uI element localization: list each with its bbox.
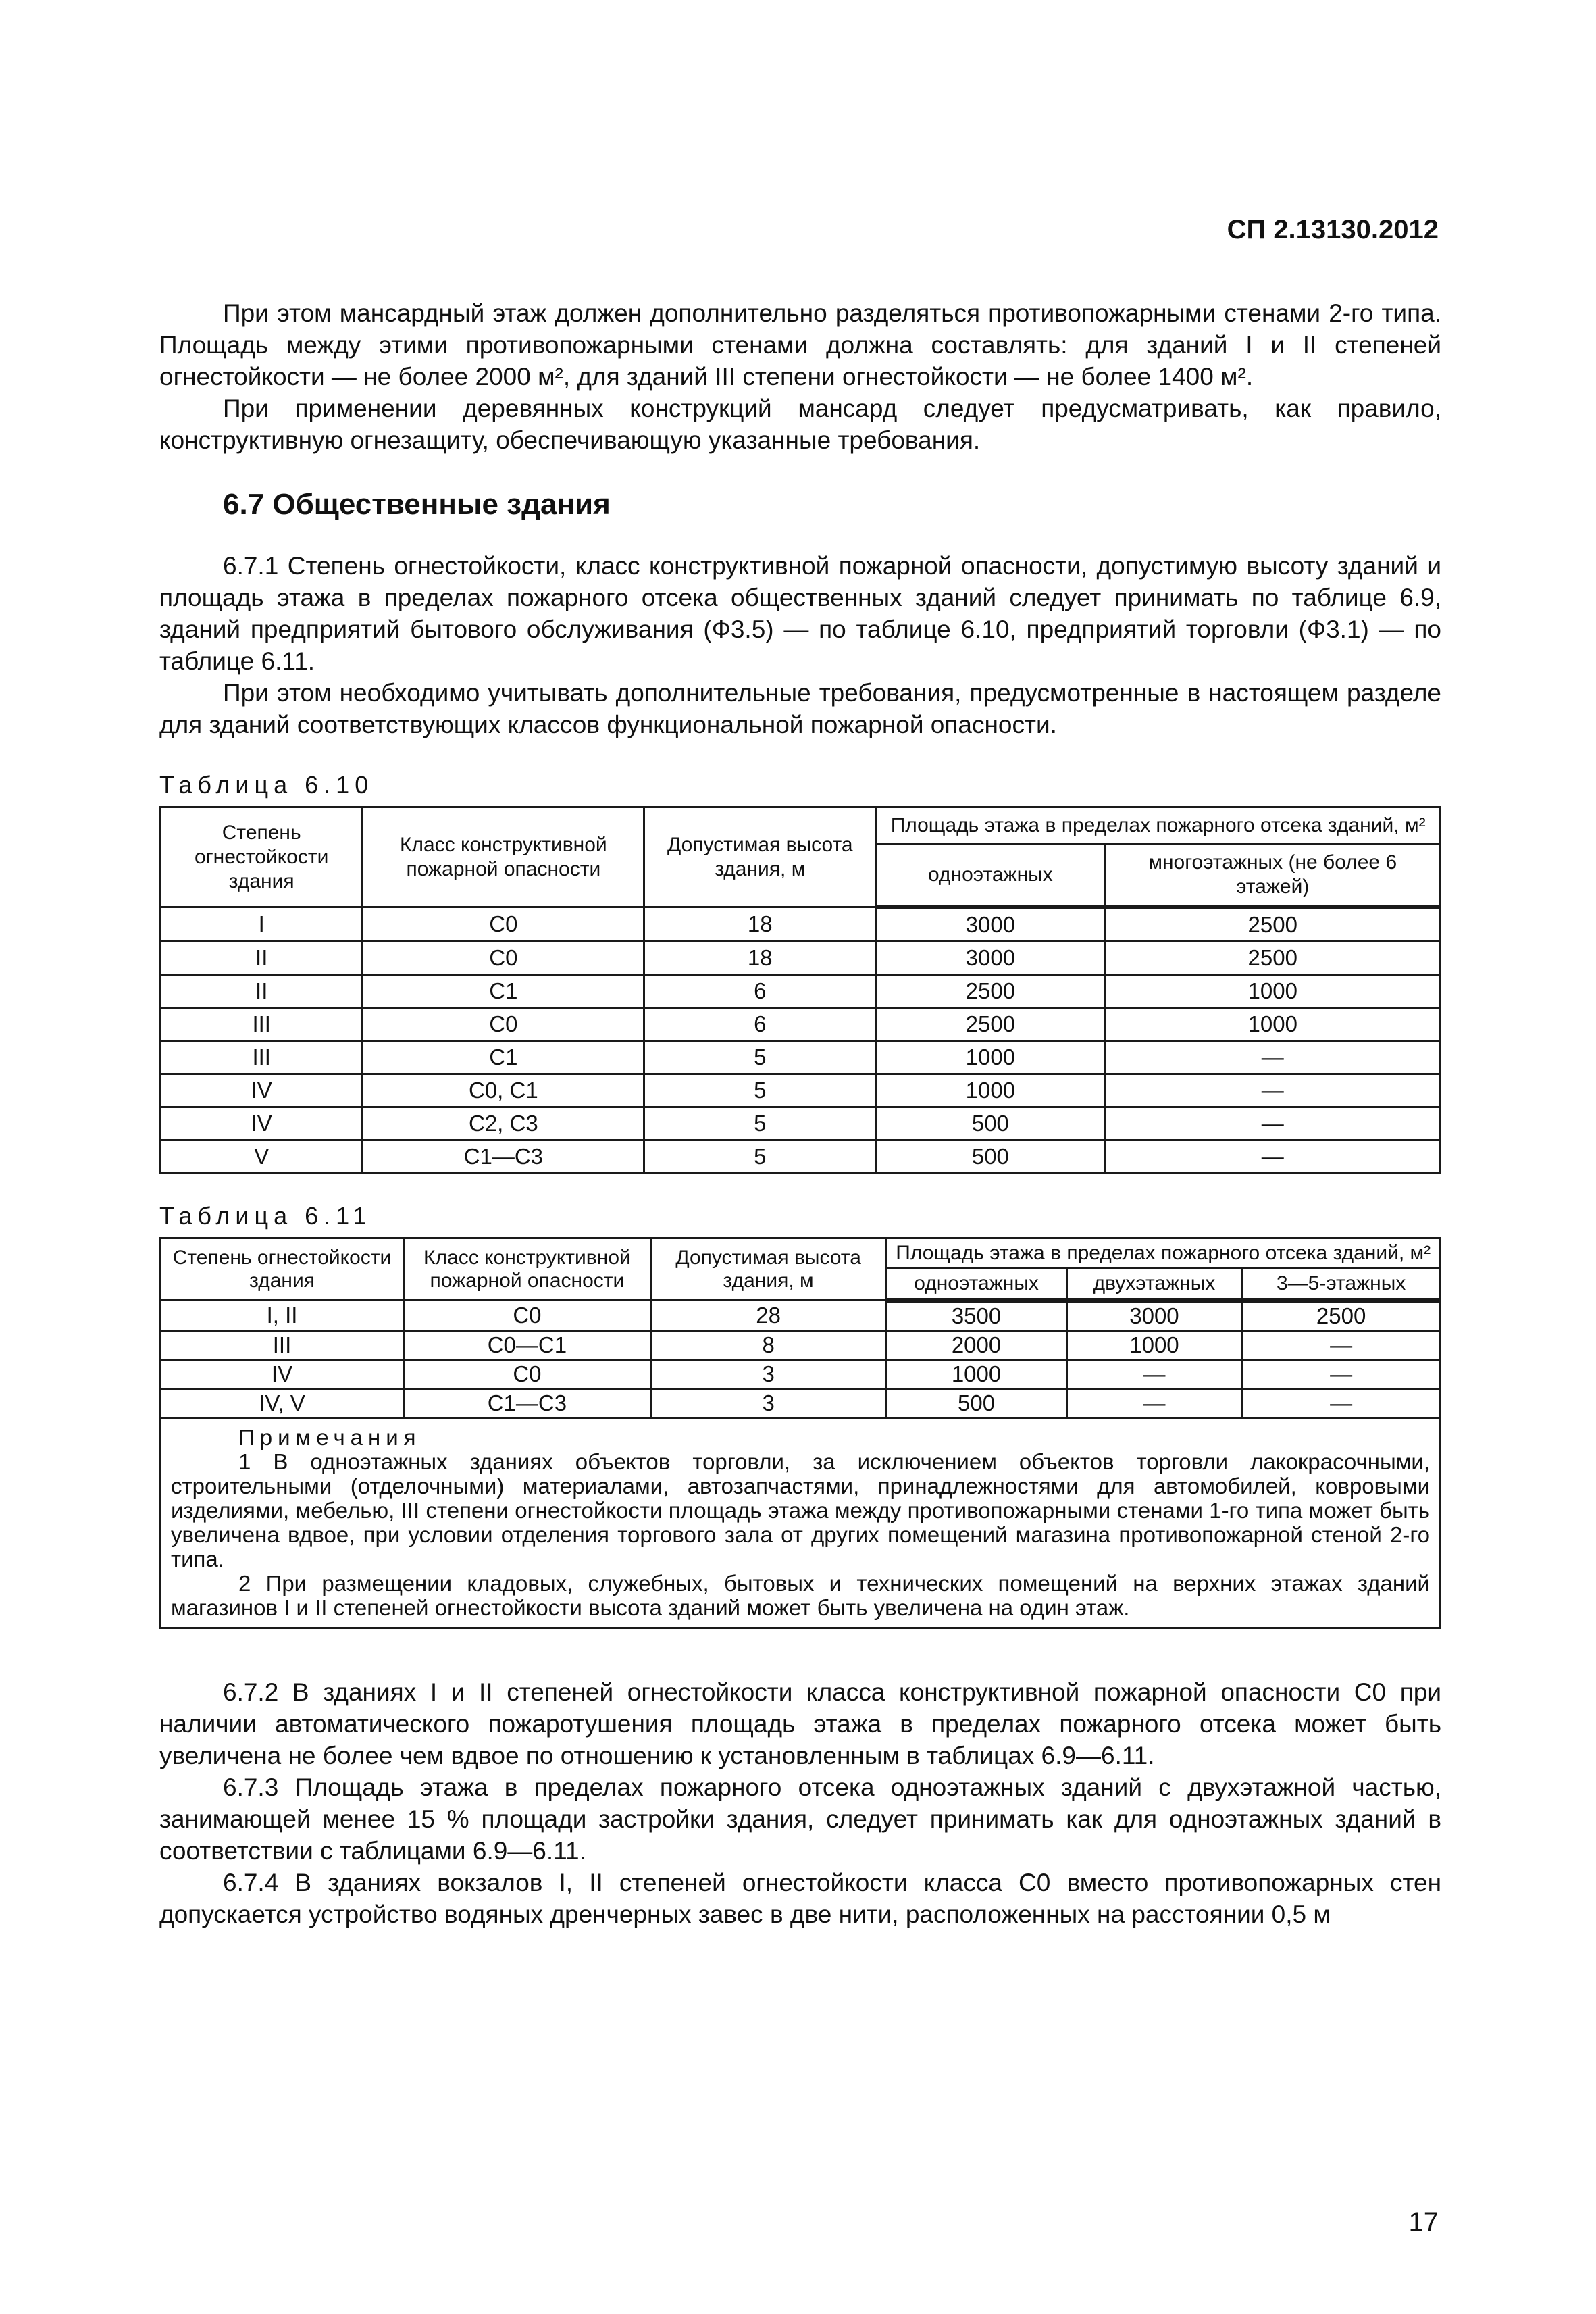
table-cell: IV, V — [161, 1389, 404, 1418]
header-three-five: 3—5-этажных — [1242, 1269, 1441, 1301]
paragraph: При этом необходимо учитывать дополнительные требования, предусмотренные в настоящем разделе для зданий соответствующих классов функциональной пожарной опасности. — [159, 679, 1441, 738]
table-cell: С0 — [363, 907, 644, 942]
table-cell: 2000 — [886, 1331, 1066, 1360]
table-cell: 1000 — [1105, 1008, 1441, 1041]
table-body — [161, 1301, 1441, 1418]
table-cell: 18 — [644, 907, 876, 942]
header-degree: Степень огнестойкости здания — [161, 807, 363, 907]
paragraph: При этом мансардный этаж должен дополнительно разделяться противопожарными стенами 2-го типа. Площадь между этими противопожарными стенами должна составлять: для зданий I и II степеней огнестойкости — не более 2000 м², для зданий III степени огнестойкости — не более 1400 м². — [159, 299, 1441, 391]
table-cell: III — [161, 1331, 404, 1360]
table-cell: С0, С1 — [363, 1074, 644, 1107]
table-cell: IV — [161, 1074, 363, 1107]
table-cell: 500 — [876, 1140, 1105, 1174]
table-cell: 500 — [876, 1107, 1105, 1140]
note: 2 При размещении кладовых, служебных, бытовых и технических помещений на верхних этажах зданий магазинов I и II степеней огнестойкости высота зданий может быть увеличена на один этаж. — [171, 1571, 1430, 1620]
table-cell: С0 — [363, 1008, 644, 1041]
paragraph: При применении деревянных конструкций мансард следует предусматривать, как правило, конструктивную огнезащиту, обеспечивающую указанные требования. — [159, 395, 1441, 454]
table-cell: 3000 — [1066, 1301, 1242, 1331]
table-cell: 3500 — [886, 1301, 1066, 1331]
paragraph: 6.7.2 В зданиях I и II степеней огнестойкости класса конструктивной пожарной опасности С0 при наличии автоматического пожаротушения площадь этажа в пределах пожарного отсека может быть увеличена не более чем вдвое по отношению к установленным в таблицах 6.9—6.11. — [159, 1678, 1441, 1769]
table-cell: 3 — [650, 1360, 886, 1389]
header-single: одноэтажных — [886, 1269, 1066, 1301]
doc-code: СП 2.13130.2012 — [1227, 215, 1439, 245]
table-cell: 2500 — [876, 1008, 1105, 1041]
table-cell: 6 — [644, 1008, 876, 1041]
section-title: 6.7 Общественные здания — [223, 488, 611, 521]
table-row — [161, 1301, 1441, 1331]
table-row — [161, 1041, 1441, 1074]
document-body — [159, 297, 1441, 1930]
table-caption-6-10: Таблица 6.10 — [159, 771, 374, 799]
table-row — [161, 1360, 1441, 1389]
table-cell: — — [1242, 1360, 1441, 1389]
paragraph: 6.7.4 В зданиях вокзалов I, II степеней огнестойкости класса С0 вместо противопожарных стен допускается устройство водяных дренчерных завес в две нити, расположенных на расстоянии 0,5 м — [159, 1869, 1441, 1928]
table-cell: 5 — [644, 1140, 876, 1174]
table-cell: 2500 — [1105, 942, 1441, 975]
table-row — [161, 907, 1441, 942]
table-cell: — — [1066, 1360, 1242, 1389]
table-cell: IV — [161, 1360, 404, 1389]
table-cell: С0—С1 — [404, 1331, 651, 1360]
table-notes — [161, 1418, 1441, 1628]
table-row — [161, 1107, 1441, 1140]
table-cell: — — [1242, 1389, 1441, 1418]
header-class: Класс конструктивной пожарной опасности — [404, 1238, 651, 1301]
table-cell: С1 — [363, 975, 644, 1008]
paragraph: 6.7.3 Площадь этажа в пределах пожарного отсека одноэтажных зданий с двухэтажной частью, занимающей менее 15 % площади застройки здания, следует принимать как для одноэтажных зданий в соответствии с таблицами 6.9—6.11. — [159, 1774, 1441, 1865]
table-row — [161, 942, 1441, 975]
table-cell: III — [161, 1041, 363, 1074]
table-cell: — — [1105, 1107, 1441, 1140]
table-row — [161, 1008, 1441, 1041]
header-area: Площадь этажа в пределах пожарного отсека зданий, м² — [876, 807, 1441, 845]
header-height: Допустимая высота здания, м — [644, 807, 876, 907]
note: 1 В одноэтажных зданиях объектов торговли, за исключением объектов торговли лакокрасочными, строительными (отделочными) материалами, автозапчастями, принадлежностями для автомобилей, ковровыми изделиями, мебелью, III степени огнестойкости площадь этажа между противопожарными стенами 1-го типа может быть увеличена вдвое, при условии отделения торгового зала от других помещений магазина противопожарной стеной 2-го типа. — [171, 1449, 1430, 1571]
table-cell: — — [1242, 1331, 1441, 1360]
table-cell: — — [1105, 1041, 1441, 1074]
table-cell: IV — [161, 1107, 363, 1140]
table-cell: С1—С3 — [404, 1389, 651, 1418]
header-two: двухэтажных — [1066, 1269, 1242, 1301]
header-multi: многоэтажных (не более 6 этажей) — [1105, 845, 1441, 907]
table-cell: I — [161, 907, 363, 942]
table-row — [161, 975, 1441, 1008]
table-cell: С0 — [363, 942, 644, 975]
table-cell: 2500 — [876, 975, 1105, 1008]
header-class: Класс конструктивной пожарной опасности — [363, 807, 644, 907]
table-cell: 1000 — [876, 1074, 1105, 1107]
table-cell: 3000 — [876, 907, 1105, 942]
table-row — [161, 1074, 1441, 1107]
table-6-10 — [159, 806, 1441, 1174]
table-cell: 28 — [650, 1301, 886, 1331]
table-cell: I, II — [161, 1301, 404, 1331]
page-number: 17 — [1408, 2207, 1439, 2237]
table-cell: — — [1105, 1140, 1441, 1174]
table-cell: С0 — [404, 1301, 651, 1331]
table-cell: III — [161, 1008, 363, 1041]
table-cell: 500 — [886, 1389, 1066, 1418]
table-cell: 1000 — [876, 1041, 1105, 1074]
table-cell: 1000 — [1105, 975, 1441, 1008]
table-row — [161, 1140, 1441, 1174]
header-degree: Степень огнестойкости здания — [161, 1238, 404, 1301]
table-cell: 1000 — [1066, 1331, 1242, 1360]
table-cell: II — [161, 975, 363, 1008]
paragraph: 6.7.1 Степень огнестойкости, класс конструктивной пожарной опасности, допустимую высоту зданий и площадь этажа в пределах пожарного отсека общественных зданий следует принимать по таблице 6.9, зданий предприятий бытового обслуживания (Ф3.5) — по таблице 6.10, предприятий торговли (Ф3.1) — по таблице 6.11. — [159, 552, 1441, 675]
table-cell: — — [1105, 1074, 1441, 1107]
header-area: Площадь этажа в пределах пожарного отсека зданий, м² — [886, 1238, 1441, 1269]
table-cell: 3 — [650, 1389, 886, 1418]
header-height: Допустимая высота здания, м — [650, 1238, 886, 1301]
table-cell: 5 — [644, 1074, 876, 1107]
bottom-paragraphs — [159, 1676, 1441, 1930]
table-cell: 5 — [644, 1041, 876, 1074]
table-body — [161, 907, 1441, 1174]
table-cell: 18 — [644, 942, 876, 975]
table-cell: С0 — [404, 1360, 651, 1389]
table-cell: 1000 — [886, 1360, 1066, 1389]
table-caption-6-11: Таблица 6.11 — [159, 1202, 372, 1230]
table-cell: 8 — [650, 1331, 886, 1360]
table-cell: — — [1066, 1389, 1242, 1418]
table-cell: 2500 — [1242, 1301, 1441, 1331]
table-6-11 — [159, 1237, 1441, 1629]
table-cell: С1—С3 — [363, 1140, 644, 1174]
table-row — [161, 1389, 1441, 1418]
table-cell: 5 — [644, 1107, 876, 1140]
table-cell: С1 — [363, 1041, 644, 1074]
table-cell: 3000 — [876, 942, 1105, 975]
header-single: одноэтажных — [876, 845, 1105, 907]
notes-title: Примечания — [238, 1425, 421, 1450]
table-row — [161, 1331, 1441, 1360]
table-cell: II — [161, 942, 363, 975]
table-cell: С2, С3 — [363, 1107, 644, 1140]
table-cell: V — [161, 1140, 363, 1174]
table-cell: 2500 — [1105, 907, 1441, 942]
table-cell: 6 — [644, 975, 876, 1008]
